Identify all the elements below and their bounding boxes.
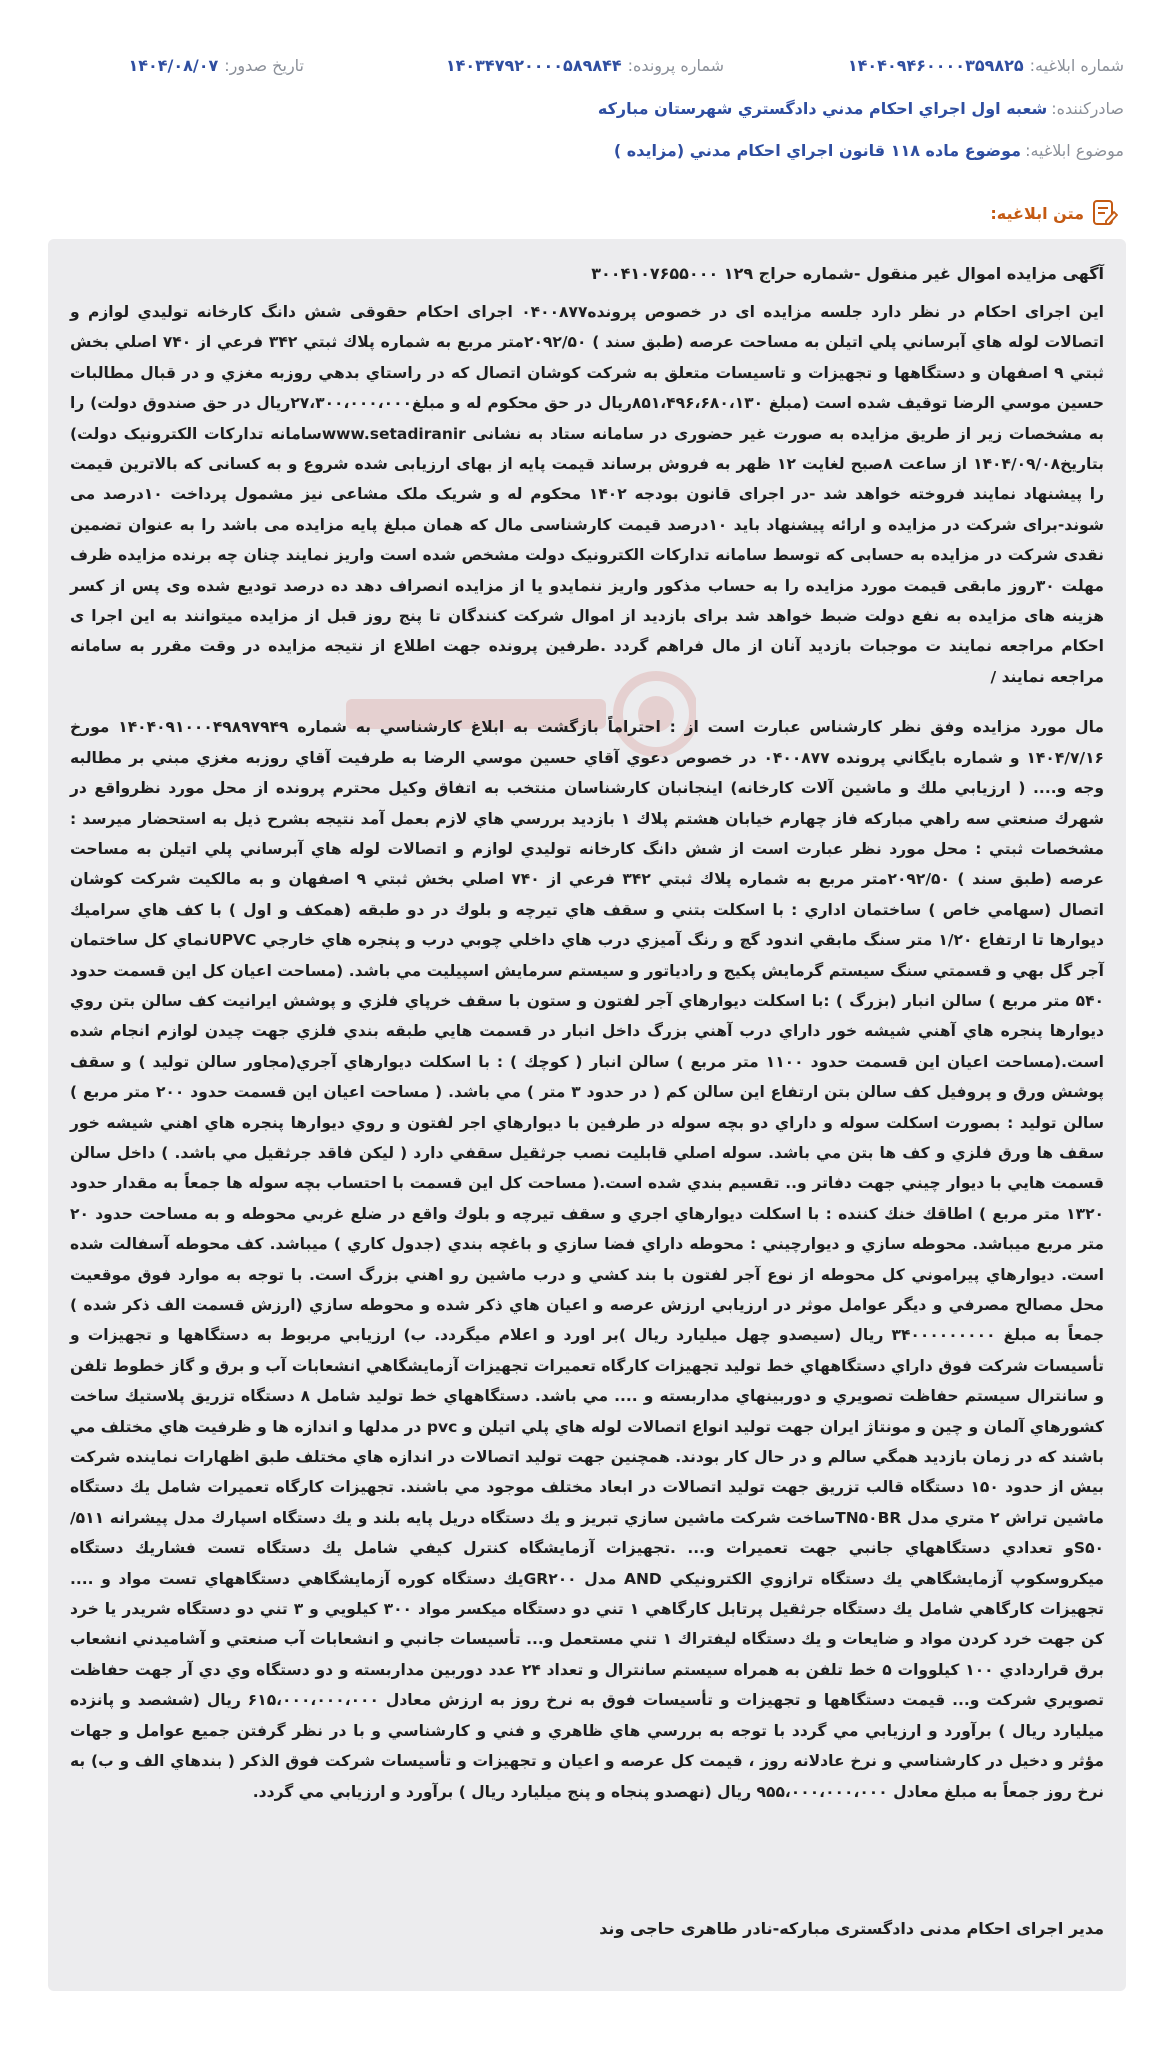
auction-notice-title: آگهی مزایده اموال غیر منقول -شماره حراج ۱۲۹ ۳۰۰۴۱۰۷۶۵۵۰۰۰ (591, 264, 1104, 283)
issuer-value: شعبه اول اجراي احكام مدني دادگستري شهرستان مباركه (597, 99, 1048, 118)
notice-number-label: شماره ابلاغیه: (1029, 56, 1124, 75)
document-edit-icon (1092, 199, 1118, 227)
case-number-label: شماره پرونده: (627, 56, 724, 75)
case-number-value: ۱۴۰۳۴۷۹۲۰۰۰۰۵۸۹۸۴۴ (445, 56, 622, 75)
subject-row (50, 141, 1124, 160)
issuer-row (50, 99, 1124, 118)
subject-label: موضوع ابلاغیه: (1025, 141, 1124, 160)
notice-text-panel (48, 239, 1126, 1991)
notice-body-heading (990, 199, 1118, 227)
auction-terms-paragraph: این اجرای احکام در نظر دارد جلسه مزایده ای در خصوص پرونده۰۴۰۰۸۷۷ اجرای احکام حقوقی شش دانگ كارخانه توليدي لوازم و اتصالات لوله هاي آبرساني پلي اتيلن به مساحت عرصه (طبق سند ) ۲۰۹۲/۵۰متر مربع به شماره پلاك ثبتي ۳۴۲ فرعي از ۷۴۰ اصلي بخش ثبتي ۹ اصفهان و دستگاهها و تجهیزات و تاسیسات متعلق به شرکت کوشان اتصال كه در راستاي بدهي روزبه مغزي و در قبال مطالبات حسين موسي الرضا توقیف شده است (مبلغ ۸۵۱،۴۹۶،۶۸۰،۱۳۰ریال در حق محکوم له و مبلغ۲۷،۳۰۰،۰۰۰،۰۰۰ریال در حق صندوق دولت) را به مشخصات زیر از طریق مزایده به صورت غیر حضوری در سامانه ستاد به نشانی www.setadiranirسامانه تدارکات الکترونیک دولت) بتاریخ۱۴۰۴/۰۹/۰۸ از ساعت ۸صبح لغایت ۱۲ ظهر به فروش برساند قیمت پایه از بهای ارزیابی شده شروع و به کسانی که بالاترین قیمت را پیشنهاد نمایند فروخته خواهد شد -در اجرای قانون بودجه ۱۴۰۲ محکوم له و شریک ملک مشاعی نیز مشمول پرداخت ۱۰درصد می شوند-برای شرکت در مزایده و ارائه پیشنهاد باید ۱۰درصد قیمت کارشناسی مال که همان مبلغ پایه مزایده می باشد را به عنوان تضمین نقدی شرکت در مزایده به حسابی که توسط سامانه تدارکات الکترونیک دولت مشخص شده است واریز نمایند چنان چه برنده مزایده ظرف مهلت ۳۰روز مابقی قیمت مورد مزایده را به حساب مذکور واریز ننمایدو یا از مزایده انصراف دهد ده درصد تودیع شده وی پس از کسر هزینه های مزایده به نفع دولت ضبط خواهد شد برای بازدید از اموال شرکت کنندگان تا پنج روز قبل از مزایده میتوانند به این اجرا ی احکام مراجعه نمایند ت موجبات بازدید آنان از مال فراهم گردد .طرفین پرونده جهت اطلاع از نتیجه مزایده در وقت مقرر به سامانه مراجعه نمایند / (70, 303, 1105, 686)
notice-number-value: ۱۴۰۴۰۹۴۶۰۰۰۰۳۵۹۸۲۵ (847, 56, 1024, 75)
issue-date-value: ۱۴۰۴/۰۸/۰۷ (128, 56, 219, 75)
subject-value: موضوع ماده ۱۱۸ قانون اجراي احكام مدني (مزايده ) (613, 141, 1022, 160)
header-meta-row (50, 56, 1124, 75)
issuer-label: صادرکننده: (1051, 99, 1124, 118)
issue-date-label: تاریخ صدور: (224, 56, 304, 75)
case-number-group (304, 56, 724, 75)
signature-line: مدیر اجرای احکام مدنی دادگستری مبارکه-نادر طاهری حاجی وند (599, 1919, 1104, 1938)
notice-number-group (724, 56, 1124, 75)
issue-date-group (128, 56, 304, 75)
expert-assessment-paragraph: مال مورد مزایده وفق نظر کارشناس عبارت است از : احتراماً بازگشت به ابلاغ كارشناسي به شماره ۱۴۰۴۰۹۱۰۰۰۴۹۸۹۷۹۴۹ مورخ ۱۴۰۴/۷/۱۶ و شماره بايگاني پرونده ۰۴۰۰۸۷۷ در خصوص دعوي آقاي حسين موسي الرضا به طرفيت آقاي روزبه مغزي مبني بر مطالبه وجه و.... ( ارزيابي ملك و ماشين آلات كارخانه) اينجانبان كارشناسان منتخب به اتفاق وكيل محترم پرونده از محل مورد نظرواقع در شهرك صنعتي سه راهي مباركه فاز چهارم خيابان هشتم پلاك ۱ بازديد بررسي هاي لازم بعمل آمد نتيجه بشرح ذيل به استحضار ميرسد : مشخصات ثبتي : محل مورد نظر عبارت است از شش دانگ كارخانه توليدي لوازم و اتصالات لوله هاي آبرساني پلي اتيلن به مساحت عرصه (طبق سند ) ۲۰۹۲/۵۰متر مربع به شماره پلاك ثبتي ۳۴۲ فرعي از ۷۴۰ اصلي بخش ثبتي ۹ اصفهان و به مالكيت شركت كوشان اتصال (سهامي خاص ) ساختمان اداري : با اسكلت بتني و سقف هاي تيرچه و بلوك در دو طبقه (همكف و اول ) با كف هاي سراميك ديوارها تا ارتفاع ۱/۲۰ متر سنگ مابقي اندود گچ و رنگ آميزي درب هاي داخلي چوبي درب و پنجره هاي خارجي UPVCنماي كل ساختمان آجر گل بهي و قسمتي سنگ سيستم گرمايش پكيج و رادياتور و سيستم سرمايش اسپيليت مي باشد. (مساحت اعيان كل اين قسمت حدود ۵۴۰ متر مربع ) سالن انبار (بزرگ ) :با اسكلت ديوارهاي آجر لفتون و ستون با سقف خرپاي فلزي و پوشش ايرانيت كف سالن بتن روي ديوارها پنجره هاي آهني شيشه خور داراي درب آهني بزرگ داخل انبار در قسمت هايي طبقه بندي فلزي جهت چيدن لوازم انجام شده است.(مساحت اعيان اين قسمت حدود ۱۱۰۰ متر مربع ) سالن انبار ( كوچك ) : با اسكلت ديوارهاي آجري(مجاور سالن توليد ) و سقف پوشش ورق و پروفيل كف سالن بتن ارتفاع اين سالن كم ( در حدود ۳ متر ) مي باشد. ( مساحت اعيان اين قسمت حدود ۲۰۰ متر مربع ) سالن توليد : بصورت اسكلت سوله و داراي دو بچه سوله در طرفين با ديوارهاي اجر لفتون و روي ديوارها پنجره هاي اهني شيشه خور سقف ها ورق فلزي و كف ها بتن مي باشد. سوله اصلي قابليت نصب جرثقيل سقفي دارد ( ليكن فاقد جرثقيل مي باشد. ) داخل سالن قسمت هايي با ديوار چيني جهت دفاتر و.. تقسيم بندي شده است.( مساحت كل اين قسمت با احتساب بچه سوله ها جمعاً به مقدار حدود ۱۳۲۰ متر مربع ) اطاقك خنك كننده : با اسكلت ديوارهاي اجري و سقف تيرچه و بلوك واقع در ضلع غربي محوطه و به مساحت حدود ۲۰ متر مربع ميباشد. محوطه سازي و ديوارچيني : محوطه داراي فضا سازي و باغچه بندي (جدول كاري ) ميباشد. كف محوطه آسفالت شده است. ديوارهاي پيراموني كل محوطه از نوع آجر لفتون با بند كشي و درب ماشين رو اهني بزرگ است. با توجه به موارد فوق موقعيت محل مصالح مصرفي و ديگر عوامل موثر در ارزيابي ارزش عرصه و اعيان هاي ذكر شده و محوطه سازي (ارزش قسمت الف ذكر شده ) جمعاً به مبلغ ۳۴۰۰۰۰۰۰۰۰۰ ريال (سيصدو چهل ميليارد ريال )بر اورد و اعلام ميگردد. ب) ارزيابي مربوط به دستگاهها و تجهيزات و تأسيسات شركت فوق داراي دستگاههاي خط توليد تجهيزات كارگاه تعميرات تجهيزات آزمايشگاهي انشعابات آب و برق و گاز خطوط تلفن و سانترال سيستم حفاظت تصويري و دوربينهاي مداربسته و .... مي باشد. دستگاههاي خط توليد شامل ۸ دستگاه تزريق پلاستيك ساخت كشورهاي آلمان و چين و مونتاژ ايران جهت توليد انواع اتصالات لوله هاي پلي اتيلن و pvc در مدلها و اندازه ها و ظرفيت هاي مختلف مي باشند كه در زمان بازديد همگي سالم و در حال كار بودند. همچنين جهت توليد اتصالات در اندازه هاي مختلف طبق اظهارات نماينده شركت بيش از حدود ۱۵۰ دستگاه قالب تزريق جهت توليد اتصالات در ابعاد مختلف موجود مي باشند. تجهيزات كارگاه تعميرات شامل يك دستگاه ماشين تراش ۲ متري مدل TN۵۰BRساخت شركت ماشين سازي تبريز و يك دستگاه دريل پايه بلند و يك دستگاه اسپارك مدل پيشرانه ۵۱۱/ S۵۰و تعدادي دستگاههاي جانبي جهت تعميرات و... .تجهيزات آزمايشگاه كنترل كيفي شامل يك دستگاه تست فشاريك دستگاه ميكروسكوپ آزمايشگاهي يك دستگاه ترازوي الكترونيكي AND مدل GR۲۰۰يك دستگاه كوره آزمايشگاهي دستگاههاي تست مواد و .... تجهيزات كارگاهي شامل يك دستگاه جرثقيل پرتابل كارگاهي ۱ تني دو دستگاه ميكسر مواد ۳۰۰ كيلويي و ۳ تني دو دستگاه شريدر يا خرد كن جهت خرد كردن مواد و ضايعات و يك دستگاه ليفتراك ۱ تني مستعمل و... تأسيسات جانبي و انشعابات آب صنعتي و آشاميدني انشعاب برق قراردادي ۱۰۰ كيلووات ۵ خط تلفن به همراه سيستم سانترال و تعداد ۲۴ عدد دوربين مداربسته و دو دستگاه وي دي آر جهت حفاظت تصويري شركت و... قيمت دستگاهها و تجهيزات و تأسيسات فوق به نرخ روز به ارزش معادل ۶۱۵،۰۰۰،۰۰۰،۰۰۰ ريال (ششصد و پانزده ميليارد ريال ) برآورد و ارزيابي مي گردد با توجه به بررسي هاي ظاهري و فني و كارشناسي و با در نظر گرفتن جميع عوامل و جهات مؤثر و دخيل در كارشناسي و نرخ عادلانه روز ، قيمت كل عرصه و اعيان و تجهيزات و تأسيسات شركت فوق الذكر ( بندهاي الف و ب) به نرخ روز جمعاً به مبلغ معادل ۹۵۵،۰۰۰،۰۰۰،۰۰۰ ريال (نهصدو پنجاه و پنج ميليارد ريال ) برآورد و ارزيابي مي گردد. (70, 718, 1105, 1801)
notice-body-label: متن ابلاغیه: (990, 203, 1084, 223)
